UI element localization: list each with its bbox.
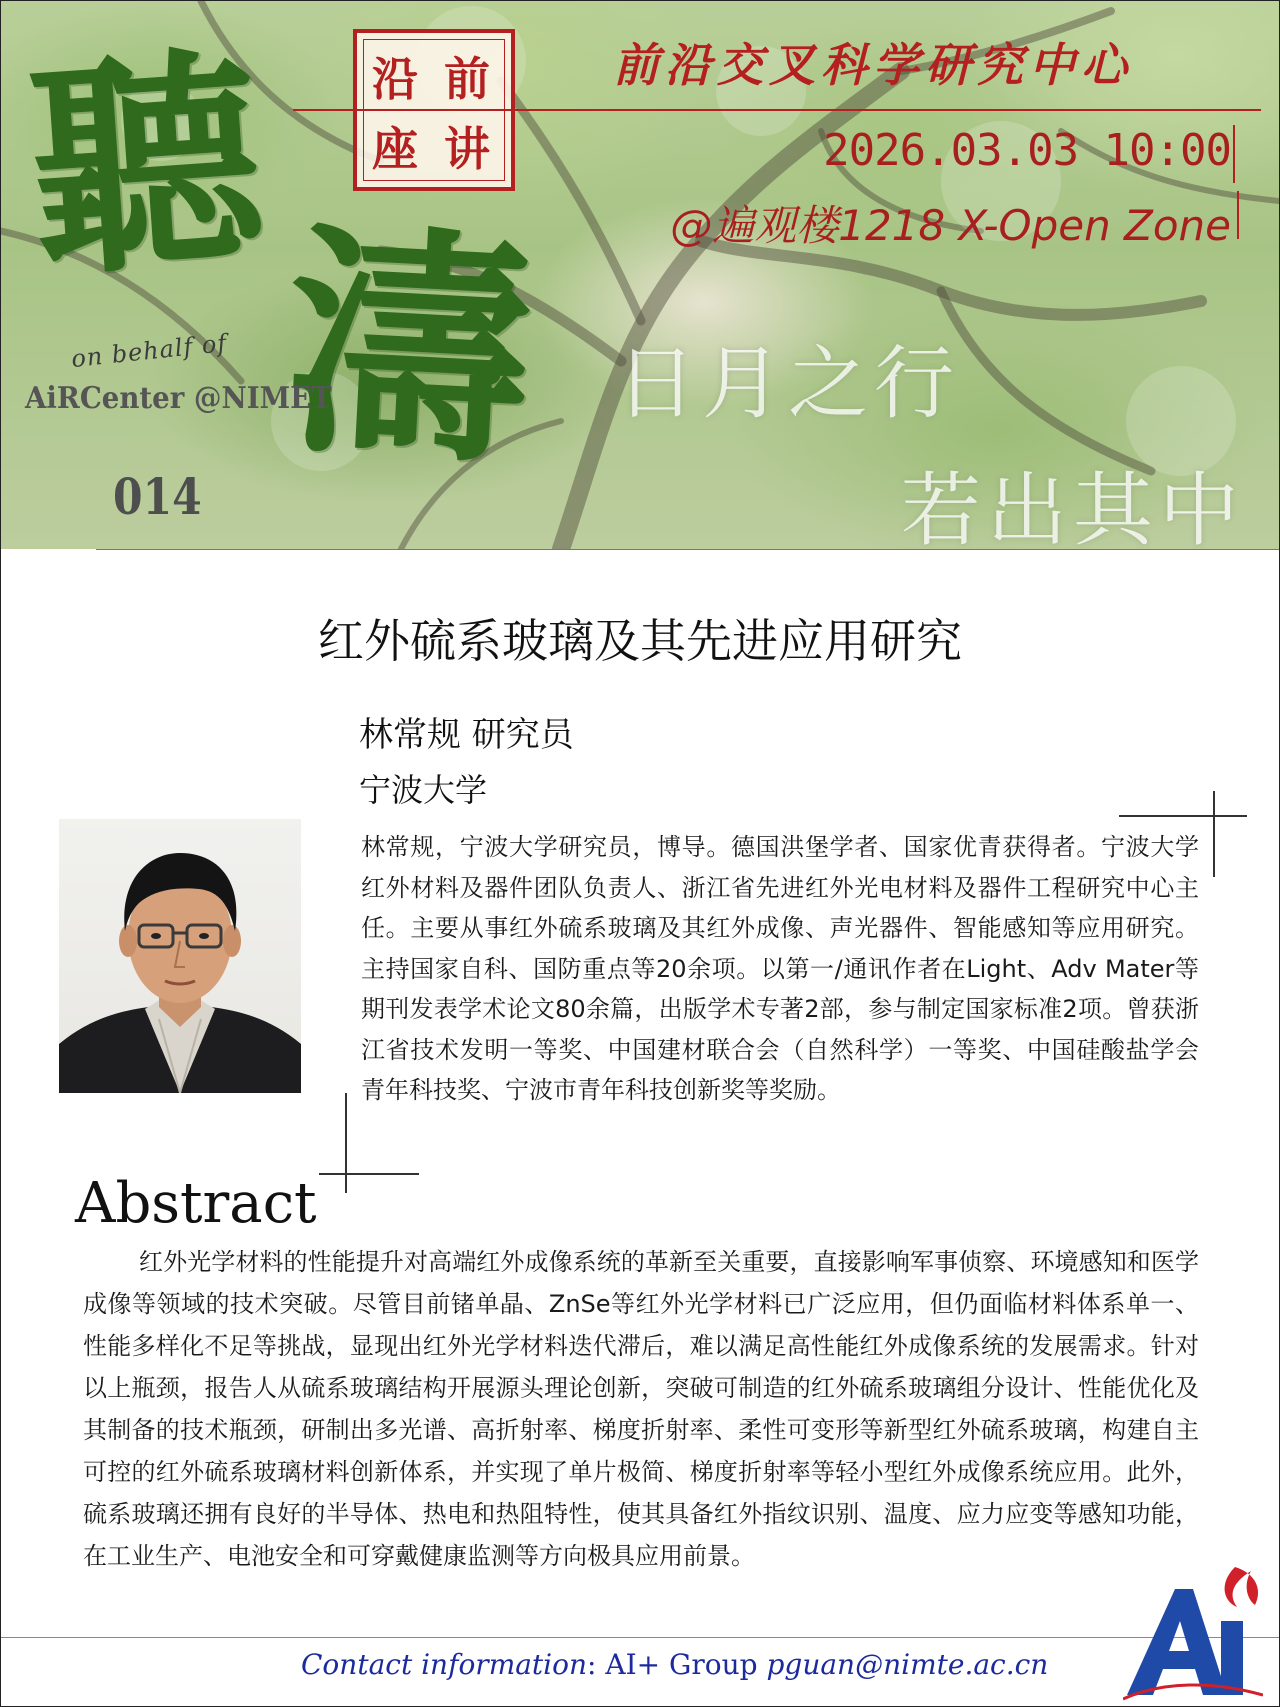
seal-char: 讲 (444, 122, 490, 176)
organizer-name: AiRCenter @NIMET (25, 381, 332, 416)
banner (1, 1, 1279, 549)
red-divider (293, 109, 1261, 111)
contact-email[interactable]: pguan@nimte.ac.cn (766, 1648, 1049, 1681)
banner-divider (96, 549, 1279, 550)
poem-line-1: 日月之行 (616, 337, 960, 430)
event-venue: @遍观楼1218 X-Open Zone (670, 201, 1231, 250)
decorative-crosshair-h (319, 1173, 419, 1175)
decorative-crosshair-h (1119, 815, 1247, 817)
center-name: 前沿交叉科学研究中心 (613, 38, 1133, 92)
contact-label: Contact information (301, 1648, 588, 1681)
abstract-heading: Abstract (75, 1171, 317, 1236)
calligraphy-char-tao: 濤 (278, 197, 539, 499)
seal-char: 座 (372, 122, 418, 176)
speaker-name: 林常规 研究员 (359, 715, 574, 755)
talk-title: 红外硫系玻璃及其先进应用研究 (318, 614, 962, 668)
speaker-affiliation: 宁波大学 (359, 771, 488, 809)
poem-line-2: 若出其中 (901, 464, 1245, 549)
footer-divider (1, 1637, 1279, 1638)
red-divider (1233, 125, 1235, 183)
decorative-crosshair-v (1213, 791, 1215, 877)
speaker-bio: 林常规，宁波大学研究员，博导。德国洪堡学者、国家优青获得者。宁波大学红外材料及器件团队负责人、浙江省先进红外光电材料及器件工程研究中心主任。主要从事红外硫系玻璃及其红外成像、声光器件、智能感知等应用研究。主持国家自科、国防重点等20余项。以第一/通讯作者在Light、Adv Mater等期刊发表学术论文80余篇，出版学术专著2部，参与制定国家标准2项。曾获浙江省技术发明一等奖、中国建材联合会（自然科学）一等奖、中国硅酸盐学会青年科技奖、宁波市青年科技创新奖等奖励。 (361, 833, 1199, 1104)
calligraphy-char-ting: 聽 (21, 23, 271, 309)
on-behalf-text: on behalf of (69, 328, 229, 374)
red-divider (1237, 191, 1239, 239)
issue-number: 014 (113, 467, 202, 526)
contact-line (301, 1648, 1048, 1681)
ai-plus-logo-icon (1123, 1549, 1263, 1701)
speaker-photo (59, 819, 301, 1093)
logo-text: Ai (1123, 1549, 1124, 1550)
event-datetime: 2026.03.03 10:00 (823, 125, 1231, 176)
seal-char: 前 (444, 52, 490, 106)
abstract-body: 红外光学材料的性能提升对高端红外成像系统的革新至关重要，直接影响军事侦察、环境感知和医学成像等领域的技术突破。尽管目前锗单晶、ZnSe等红外光学材料已广泛应用，但仍面临材料体系单一、性能多样化不足等挑战，显现出红外光学材料迭代滞后，难以满足高性能红外成像系统的发展需求。针对以上瓶颈，报告人从硫系玻璃结构开展源头理论创新，突破可制造的红外硫系玻璃组分设计、性能优化及其制备的技术瓶颈，研制出多光谱、高折射率、梯度折射率、柔性可变形等新型红外硫系玻璃，构建自主可控的红外硫系玻璃材料创新体系，并实现了单片极简、梯度折射率等轻小型红外成像系统应用。此外，硫系玻璃还拥有良好的半导体、热电和热阻特性，使其具备红外指纹识别、温度、应力应变等感知功能，在工业生产、电池安全和可穿戴健康监测等方向极具应用前景。 (83, 1248, 1199, 1570)
seal-char: 沿 (372, 52, 418, 106)
speaker-portrait-icon (59, 819, 301, 1093)
contact-group: : AI+ Group (587, 1648, 767, 1681)
decorative-crosshair-v (345, 1093, 347, 1193)
